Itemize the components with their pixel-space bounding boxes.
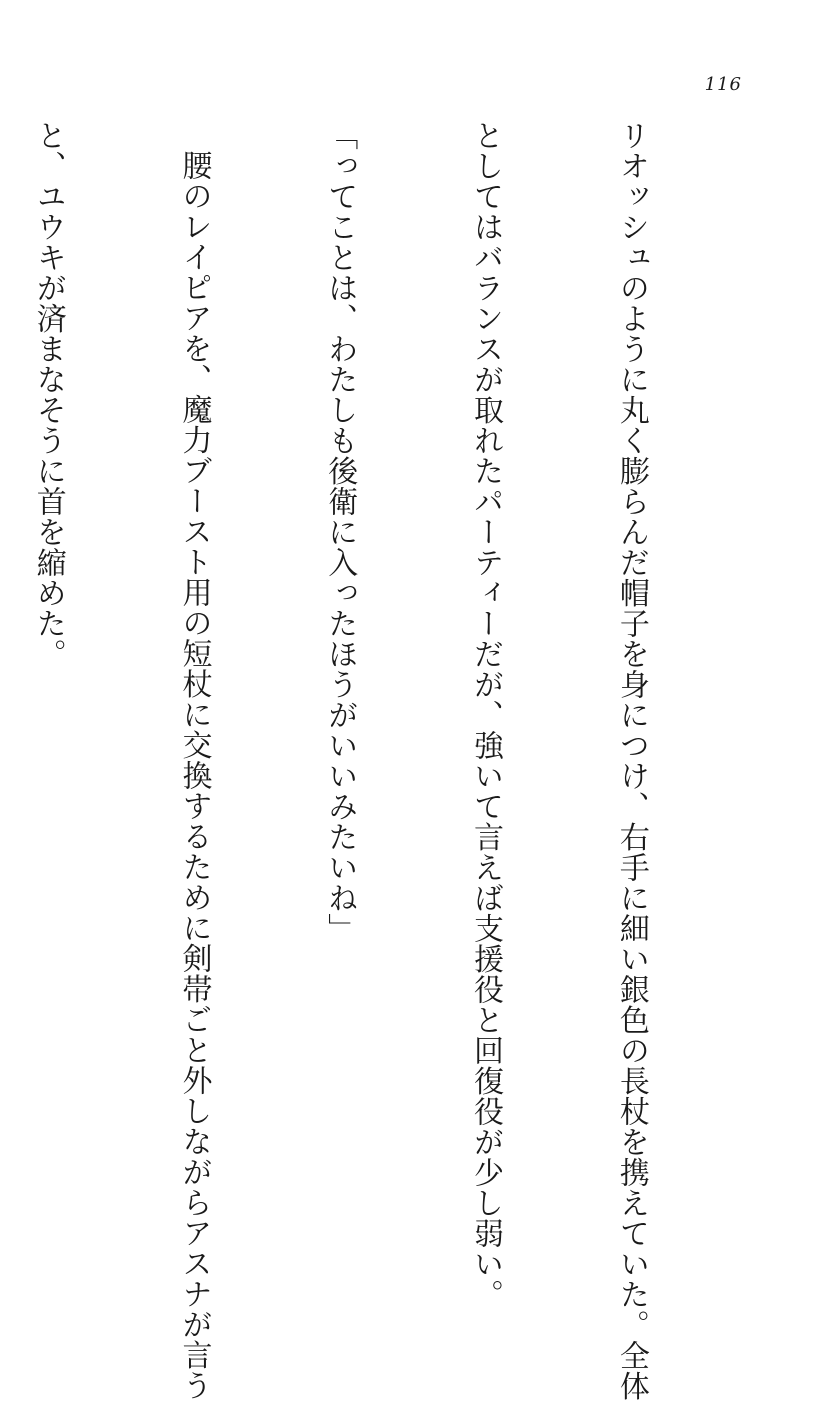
page-number: 116 bbox=[704, 74, 742, 95]
text-line: リオッシュのように丸く膨らんだ帽子を身につけ、右手に細い銀色の長杖を携えていた。全体 bbox=[613, 120, 649, 1401]
text-line: と、ユウキが済まなそうに首を縮めた。 bbox=[30, 120, 66, 669]
body-text bbox=[30, 120, 752, 1401]
text-line: 腰のレイピアを、魔力ブースト用の短杖に交換するために剣帯ごと外しながらアスナが言う bbox=[176, 150, 212, 1401]
text-line: としてはバランスが取れたパーティーだが、強いて言えば支援役と回復役が少し弱い。 bbox=[468, 120, 504, 1310]
text-line: 「ってことは、わたしも後衛に入ったほうがいいみたいね」 bbox=[322, 120, 358, 944]
